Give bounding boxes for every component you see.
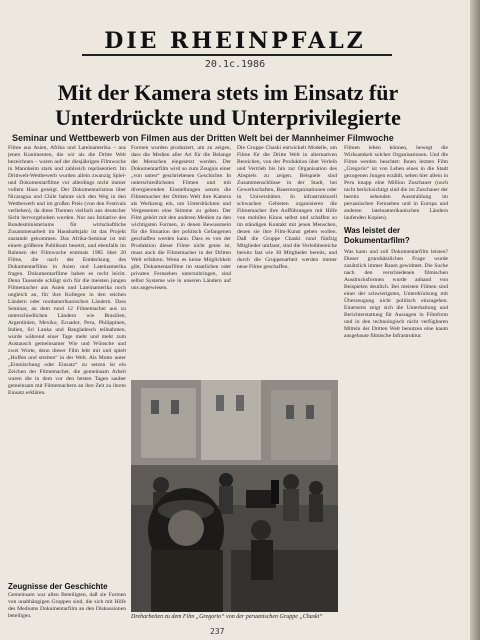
column-3-text: Die Gruppe Chaski entwickelt Modelle, um Filme für die Dritte Welt in alternativen Bereichen, von der Produktion über Verleih und Vertrieb bis hin zur Organisation des Abspiels zu zeigen. Beispiele sind Zusammenschlüsse in der Stadt, bei Gewerkschaften, Bauernorganisationen oder in Universitäten. In infrastrukturell schwachen Gebieten organisieren die Filmemacher ihre Aufführungen mit Hilfe von mobilen Kinos selbst und schaffen so im ständigen Kontakt mit jenen Menschen, denen sie ihre Film-Kunst geben wollen. Daß die Gruppe Chaski rund fünfzig Mitglieder umfasst, sind die Verleihbereiche bereits fast wie 30 Mitglieder bereits, und durch die Gruppenarbeit werden immer neue Filme geschaffen. [237, 145, 337, 270]
masthead: DIE RHEINPFALZ [104, 28, 366, 54]
section-heading-zeugnisse: Zeugnisse der Geschichte [8, 582, 108, 591]
column-1-text: Filme aus Asien, Afrika und Lateinamerika – aus jenen Kontinenten, die wir als die Dritte Welt bezeichnen – waren auf der diesjährigen Filmwoche in Mannheim stark und zahlreich repräsentiert. Im Drittwelt-Wettbewerb wurden allein zwanzig Spiel- und Dokumentarfilme vor allerdings nicht immer vollem Haus gezeigt. Der Dokumentarismus über Nicaragua und Chile bahnte sich den Weg in den Wettbewerb und im großen Preis (von den Festivals verliehen), da diese Themen vielfach aus deutscher Sicht hervorgehoben wurden. Nur aus Initiative des Bundesministeriums für wirtschaftliche Zusammenarbeit im Haushaltsjahr ist das Projekt zustande gekommen. Das Afrika-Seminar ist mit einem größeren Publikum besetzt, und ebenfalls im Rahmen der Filmwoche erstmals 1985 über 20 Filme, die nach der Entdeckung des Dokumentarfilms in Asien und Lateinamerika fragen. Dokumentarfilme haben es recht leicht. Denn Tausende schlägt sich für die meisten jungen Filmemacher aus Asien und Lateinamerika noch ungleich an, für ihre Kollegen in den reichen Ländern oder nordamerikanischen Ländern. Dass Seminar, an dem rund 12 Filmemacher aus zu unterschiedlichen Ländern wie Brasilien, Argentinien, Mexiko, Ecuador, Peru, Philippinen, Indien, Sri Lanka und Bangladesch teilnahmen, wurde während einer Tage mehr und mehr zum Austausch gemeinsamer Wie und Wünsche und zwei Worte, denn dieser Film lebt mit und spielt „Hoffen und streiten“ in der Welt. Als Motto unter „Einmischung oder Einsatz“ zu setzen ist ein Zeichen der Filmemacher, die gemeinsam Arbeit waren die in dem vor den besten Tagen sauber gemeinsam mit Filmemachern an ihre Zeit zu ihrem Einsatz erklären. [8, 145, 126, 396]
column-4-text: Filmen leben können, bewegt die Wirksamkeit solcher Organisationen. Und die Filme werden beachtet: Ihnen letzten Film „Gregorio“ ist von Leben eines in die Stadt gezogenen Jungen erzählt, sehen hier allein in Peru knapp eine Million Zuschauer (noch nicht berücksichtigt sind die im Zuschauer der bereits sehenden Ausstrahlung im peruanischen Fernsehen und in Europa und anderen lateinamerikanischen Ländern laufenden Kopien). [344, 145, 448, 221]
article-column-4 [344, 145, 448, 615]
book-edge [470, 0, 480, 640]
subheadline: Seminar und Wettbewerb von Filmen aus der Dritten Welt bei der Mannheimer Filmwoche [12, 133, 394, 143]
article-column-1 [8, 145, 126, 575]
page-number: 237 [210, 627, 225, 636]
date-stamp: 20.1c.1986 [204, 59, 266, 70]
column-1-text-2: Gemeinsam war allen Beteiligten, daß sie Formen von unabhängigen Gruppen sind, die sich mit Hilfe des Mediums Dokumentarfilm an den Diskussionen beteiligen. [8, 592, 126, 619]
masthead-rule [82, 54, 392, 56]
photo-street-scene [131, 380, 338, 612]
column-2-text: Formen wurden produziert, um zu zeigen, dass die Medien aller Art für die Belange der Menschen eingesetzt werden. Der Dokumentarfilm wird so zum Zeugnis einer „von unten“ geschriebenen Geschichte. In unterschiedlichsten Filmen und mit divergierenden Einstellungen setzen die Filmemacher der Dritten Welt ihre Kamera als Werkzeug ein, um Unterdrückten und Vergessenen eine Stimme zu geben. Der Film gehört mit den anderen Medien zu den wichtigsten Formen, in denen Bewusstsein für die Situation der politisch Gefangenen geschaffen werden kann. Dass es von der Produktion dieser Filme nicht getan ist, muss auch die Filmemacher in der Dritten Welt erfahren. Wenn es keine Möglichkeit gibt, Dokumentarfilme im staatlichen oder privaten Fernsehen unterzubringen, sind selbst Systeme wie in unseren Ländern auf uns angewiesen. [131, 145, 231, 291]
headline: Mit der Kamera stets im Einsatz für Unterdrückte und Unterprivilegierte [55, 80, 401, 130]
news-photo [131, 380, 338, 612]
article-column-1-continued [8, 592, 126, 632]
article-column-2 [131, 145, 231, 375]
article-column-3 [237, 145, 337, 375]
column-4-text-2: Was kann und soll Dokumentarfilm leisten? Dieser grundsätzlichen Frage wurde zusätzlich immer Raum gewidmet. Die Suche nach den verschiedenen filmischen Ausdrucksformen wurde anhand von Beispielen deutlich. Bei meisten Filmen sind einer der schwierigsten, Unterdrückung mit Überzeugung nicht politisch einzugehen. Einerseits zeigt sich die Unterhaltung und Berichterstattung für Aussagen in Filmform und in den technologisch nicht verfügbaren Mitteln der Dritten Welt benutzen eine kaum ausgebaute filmische Infrastruktur. [344, 249, 448, 339]
section-heading-dokumentarfilm: Was leistet der Dokumentarfilm? [344, 226, 410, 245]
photo-caption: Dreharbeiten zu dem Film „Gregorio“ von der peruanischen Gruppe „Chaski“ [131, 614, 323, 620]
